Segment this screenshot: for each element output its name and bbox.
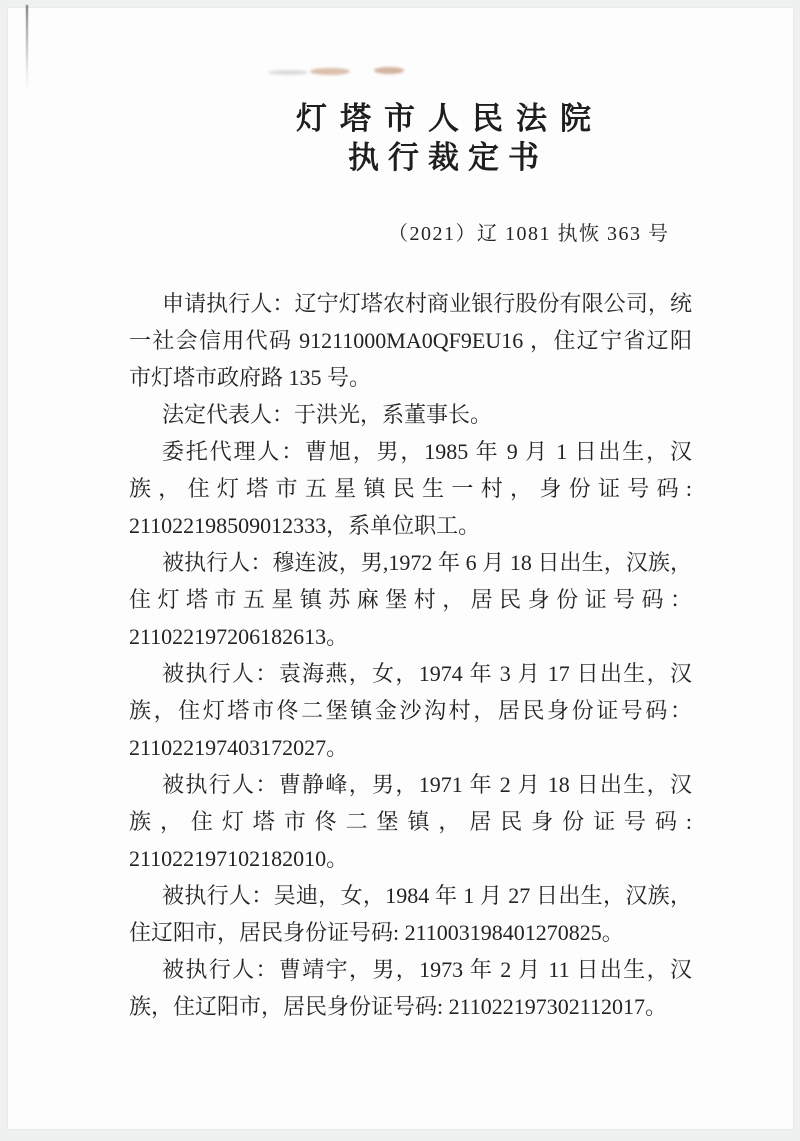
paragraph-respondent-5: 被执行人：曹靖宇，男，1973 年 2 月 11 日出生，汉族，住辽阳市，居民身份证号码: 211022197302112017。 bbox=[129, 957, 692, 1019]
paragraph-entrusted-agent: 委托代理人：曹旭，男，1985 年 9 月 1 日出生，汉族，住灯塔市五星镇民生一村，身份证号码: 211022198509012333，系单位职工。 bbox=[129, 439, 692, 538]
paragraph-respondent-4: 被执行人：吴迪，女，1984 年 1 月 27 日出生，汉族，住辽阳市，居民身份证号码: 211003198401270825。 bbox=[129, 883, 692, 945]
document-body bbox=[129, 285, 692, 1025]
scan-smudge-artifact bbox=[310, 68, 350, 75]
paragraph-applicant: 申请执行人：辽宁灯塔农村商业银行股份有限公司，统一社会信用代码 91211000MA0QF9EU16 ，住辽宁省辽阳市灯塔市政府路 135 号。 bbox=[129, 291, 692, 390]
case-number: （2021）辽 1081 执恢 363 号 bbox=[388, 223, 670, 245]
court-name-title: 灯塔市人民法院 bbox=[296, 101, 604, 136]
paragraph-respondent-2: 被执行人：袁海燕，女，1974 年 3 月 17 日出生，汉族，住灯塔市佟二堡镇金沙沟村，居民身份证号码：211022197403172027。 bbox=[129, 661, 692, 760]
scan-streak-artifact bbox=[26, 5, 28, 93]
paragraph-respondent-3: 被执行人：曹静峰，男，1971 年 2 月 18 日出生，汉族，住灯塔市佟二堡镇，居民身份证号码: 211022197102182010。 bbox=[129, 772, 692, 871]
document-type-title: 执行裁定书 bbox=[348, 140, 548, 175]
scanned-page bbox=[8, 8, 793, 1129]
scan-smudge-artifact bbox=[374, 67, 404, 74]
scan-smudge-artifact bbox=[268, 70, 308, 75]
paragraph-legal-representative: 法定代表人：于洪光，系董事长。 bbox=[162, 402, 493, 427]
paragraph-respondent-1: 被执行人：穆连波，男,1972 年 6 月 18 日出生，汉族，住灯塔市五星镇苏麻堡村，居民身份证号码：211022197206182613。 bbox=[129, 550, 692, 649]
document-header bbox=[8, 103, 793, 174]
